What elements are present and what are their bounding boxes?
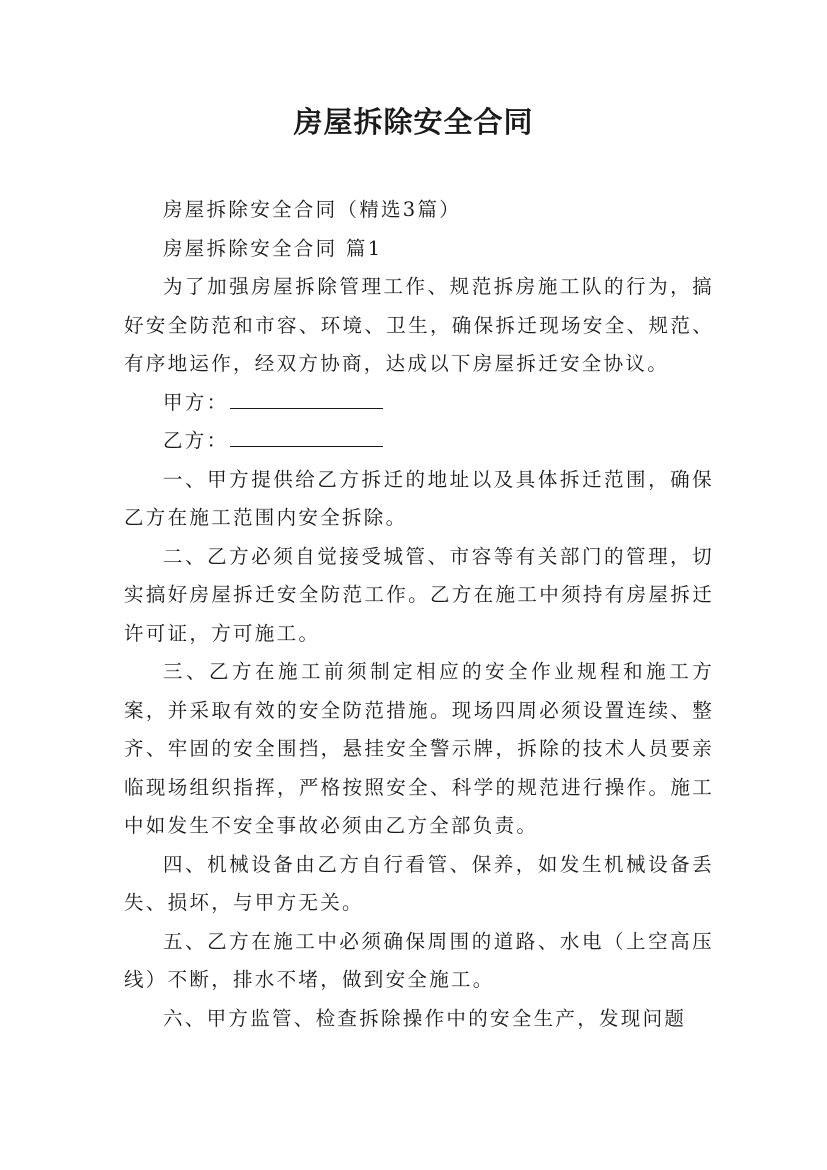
clause-paragraph: 五、乙方在施工中必须确保周围的道路、水电（上空高压线）不断，排水不堵，做到安全施工。 (124, 929, 714, 991)
party-a-label: 甲方： (163, 390, 229, 414)
party-b-label: 乙方： (163, 429, 229, 452)
party-a-line (124, 384, 714, 423)
clause-paragraph: 一、甲方提供给乙方拆迁的地址以及具体拆迁范围，确保乙方在施工范围内安全拆除。 (124, 467, 714, 529)
clause-paragraph: 三、乙方在施工前须制定相应的安全作业规程和施工方案，并采取有效的安全防范措施。现场四周必须设置连续、整齐、牢固的安全围挡，悬挂安全警示牌，拆除的技术人员要亲临现场组织指挥，严格按照安全、科学的规范进行操作。施工中如发生不安全事故必须由乙方全部负责。 (124, 660, 714, 837)
clause-paragraph: 二、乙方必须自觉接受城管、市容等有关部门的管理，切实搞好房屋拆迁安全防范工作。乙方在施工中须持有房屋拆迁许可证，方可施工。 (124, 544, 714, 645)
document-title: 房屋拆除安全合同 (293, 105, 534, 139)
party-b-line (124, 422, 714, 461)
intro-paragraph: 为了加强房屋拆除管理工作、规范拆房施工队的行为，搞好安全防范和市容、环境、卫生，确保拆迁现场安全、规范、有序地运作，经双方协商，达成以下房屋拆迁安全协议。 (124, 275, 714, 375)
party-b-blank (230, 424, 383, 447)
section-heading: 房屋拆除安全合同 篇1 (163, 236, 383, 260)
document-body (124, 191, 714, 1038)
party-a-blank (230, 386, 383, 409)
subtitle-paragraph: 房屋拆除安全合同（精选3篇） (163, 198, 462, 221)
clause-paragraph: 四、机械设备由乙方自行看管、保养，如发生机械设备丢失、损坏，与甲方无关。 (124, 852, 714, 914)
clause-paragraph: 六、甲方监管、检查拆除操作中的安全生产，发现问题 (163, 1006, 687, 1030)
